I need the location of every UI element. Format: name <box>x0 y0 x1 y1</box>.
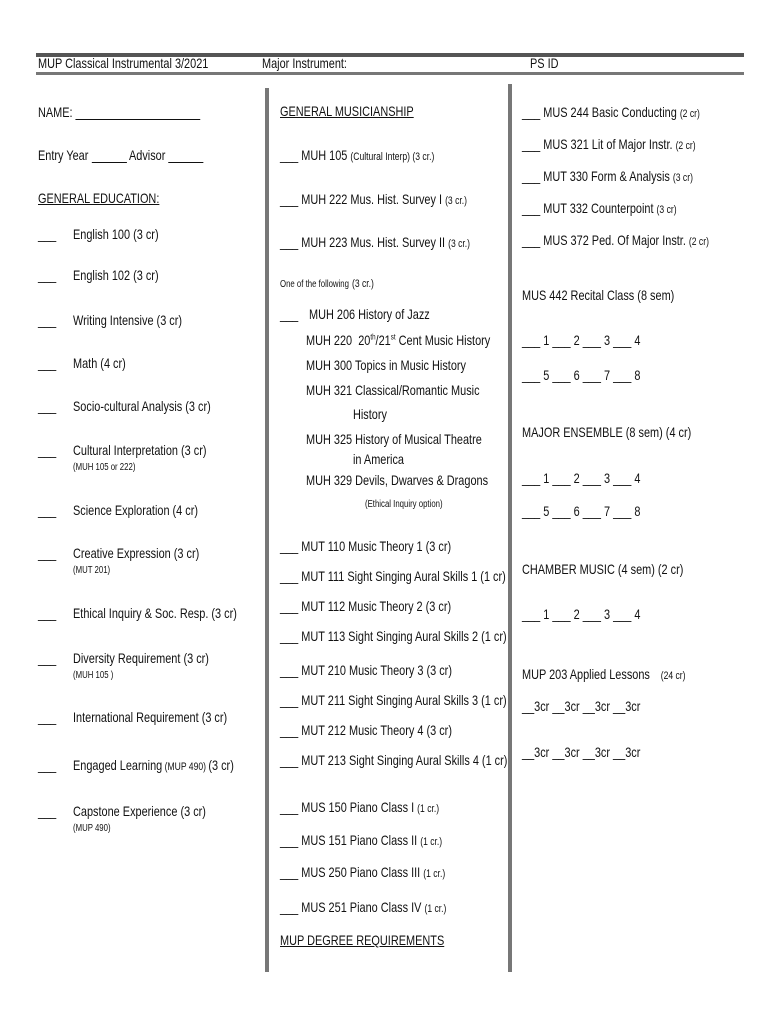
major-course-label: ___ MUT 330 Form & Analysis <box>522 168 673 184</box>
gen-ed-label-text: Writing Intensive (3 cr) <box>73 312 183 328</box>
applied-row-2[interactable]: __3cr __3cr __3cr __3cr <box>522 744 641 760</box>
ps-id-label: PS ID <box>530 55 559 71</box>
piano-course-label: ___ MUS 250 Piano Class III <box>280 864 424 880</box>
gen-ed-checkbox[interactable]: ___ <box>38 757 57 773</box>
gen-ed-label <box>73 442 207 458</box>
mut-course-row[interactable]: ___ MUT 113 Sight Singing Aural Skills 2 (1 cr) <box>280 628 507 644</box>
piano-course-credits: (1 cr.) <box>417 803 440 815</box>
name-label: NAME: <box>38 104 73 120</box>
entry-year-blank[interactable] <box>91 150 126 163</box>
piano-course-label: ___ MUS 150 Piano Class I <box>280 799 418 815</box>
major-course-row[interactable] <box>522 200 677 218</box>
gen-ed-checkbox[interactable]: ___ <box>38 312 57 328</box>
major-instrument-label: Major Instrument: <box>262 55 347 71</box>
gen-ed-label <box>73 355 126 371</box>
ensemble-row-1[interactable]: ___ 1 ___ 2 ___ 3 ___ 4 <box>522 470 641 486</box>
major-course-label: ___ MUS 244 Basic Conducting <box>522 104 680 120</box>
recital-row-1[interactable]: ___ 1 ___ 2 ___ 3 ___ 4 <box>522 332 641 348</box>
gen-ed-label <box>73 312 182 328</box>
name-field[interactable] <box>38 104 200 120</box>
applied-credits: (24 cr) <box>660 670 686 682</box>
muh-option: MUH 300 Topics in Music History <box>306 357 467 373</box>
major-course-label: ___ MUT 332 Counterpoint <box>522 200 657 216</box>
major-course-credits: (3 cr) <box>656 204 677 216</box>
gen-ed-label <box>73 650 209 666</box>
muh-option: MUH 206 History of Jazz <box>309 306 430 322</box>
gen-ed-label <box>73 757 234 775</box>
piano-course-credits: (1 cr.) <box>423 868 446 880</box>
mut-course-row[interactable]: ___ MUT 112 Music Theory 2 (3 cr) <box>280 598 452 614</box>
applied-heading <box>522 666 686 684</box>
major-course-row[interactable] <box>522 104 700 122</box>
major-course-label: ___ MUS 372 Ped. Of Major Instr. <box>522 232 689 248</box>
piano-course-credits: (1 cr.) <box>424 903 447 915</box>
muh-option: MUH 220 20th/21st Cent Music History <box>306 332 491 348</box>
major-course-credits: (3 cr) <box>672 172 693 184</box>
one-of-following <box>280 274 374 293</box>
mut-course-row[interactable]: ___ MUT 210 Music Theory 3 (3 cr) <box>280 662 452 678</box>
muh-course-label: ___ MUH 223 Mus. Hist. Survey II <box>280 234 449 250</box>
column-divider-right <box>508 84 512 972</box>
gen-ed-checkbox[interactable]: ___ <box>38 605 57 621</box>
ensemble-row-2[interactable]: ___ 5 ___ 6 ___ 7 ___ 8 <box>522 503 641 519</box>
muh-course-row[interactable] <box>280 234 470 252</box>
piano-course-label: ___ MUS 151 Piano Class II <box>280 832 421 848</box>
muh-course-label: ___ MUH 105 <box>280 147 351 163</box>
major-course-label: ___ MUS 321 Lit of Major Instr. <box>522 136 676 152</box>
gen-ed-heading: GENERAL EDUCATION: <box>38 190 160 206</box>
muh-option: (Ethical Inquiry option) <box>365 499 443 510</box>
gen-ed-label <box>73 502 198 518</box>
gen-ed-checkbox[interactable]: ___ <box>38 355 57 371</box>
gen-ed-label <box>73 803 206 819</box>
applied-row-1[interactable]: __3cr __3cr __3cr __3cr <box>522 698 641 714</box>
muh-option: MUH 325 History of Musical Theatre <box>306 431 482 447</box>
gen-ed-checkbox[interactable]: ___ <box>38 650 57 666</box>
piano-course-credits: (1 cr.) <box>420 836 443 848</box>
muh-course-row[interactable] <box>280 147 434 165</box>
piano-course-row[interactable] <box>280 899 446 917</box>
degree-req-heading: MUP DEGREE REQUIREMENTS <box>280 932 445 948</box>
muh-option: MUH 329 Devils, Dwarves & Dragons <box>306 472 489 488</box>
gen-ed-checkbox[interactable]: ___ <box>38 709 57 725</box>
recital-heading: MUS 442 Recital Class (8 sem) <box>522 287 675 303</box>
column-divider-left <box>265 88 269 972</box>
major-course-credits: (2 cr) <box>675 140 696 152</box>
gen-ed-checkbox[interactable]: ___ <box>38 545 57 561</box>
option-blank[interactable]: ___ <box>280 306 299 322</box>
muh-course-credits: (3 cr.) <box>445 195 468 207</box>
chamber-heading: CHAMBER MUSIC (4 sem) (2 cr) <box>522 561 684 577</box>
gen-ed-label-text: English 102 (3 cr) <box>73 267 159 283</box>
gen-ed-label <box>73 545 199 561</box>
gen-ed-label <box>73 398 211 414</box>
one-of-label: One of the following <box>280 279 349 290</box>
gen-ed-note: (MUH 105 ) <box>73 670 114 681</box>
gen-ed-checkbox[interactable]: ___ <box>38 226 57 242</box>
gen-ed-note: (MUH 105 or 222) <box>73 462 136 473</box>
applied-label: MUP 203 Applied Lessons <box>522 666 650 682</box>
gen-ed-label-text: Creative Expression (3 cr) <box>73 545 200 561</box>
major-course-row[interactable] <box>522 168 693 186</box>
ensemble-heading: MAJOR ENSEMBLE (8 sem) (4 cr) <box>522 424 692 440</box>
muh-option: History <box>353 406 387 422</box>
major-course-credits: (2 cr) <box>679 108 700 120</box>
program-title: MUP Classical Instrumental 3/2021 <box>38 55 209 71</box>
gen-ed-checkbox[interactable]: ___ <box>38 803 57 819</box>
entry-year-field[interactable] <box>38 147 204 163</box>
advisor-blank[interactable] <box>168 150 203 163</box>
gen-ed-checkbox[interactable]: ___ <box>38 442 57 458</box>
chamber-row[interactable]: ___ 1 ___ 2 ___ 3 ___ 4 <box>522 606 641 622</box>
muh-course-credits: (3 cr.) <box>448 238 471 250</box>
gen-ed-note: (MUP 490) <box>73 823 111 834</box>
gen-ed-checkbox[interactable]: ___ <box>38 398 57 414</box>
gen-ed-label-text: Science Exploration (4 cr) <box>73 502 199 518</box>
gen-ed-label <box>73 267 159 283</box>
gen-musicianship-heading: GENERAL MUSICIANSHIP <box>280 103 414 119</box>
major-course-row[interactable] <box>522 232 709 250</box>
muh-option: in America <box>353 451 404 467</box>
gen-ed-label-text: Math (4 cr) <box>73 355 126 371</box>
recital-row-2[interactable]: ___ 5 ___ 6 ___ 7 ___ 8 <box>522 367 641 383</box>
gen-ed-label-text: Ethical Inquiry & Soc. Resp. (3 cr) <box>73 605 237 621</box>
muh-course-label: ___ MUH 222 Mus. Hist. Survey I <box>280 191 446 207</box>
piano-course-label: ___ MUS 251 Piano Class IV <box>280 899 425 915</box>
gen-ed-checkbox[interactable]: ___ <box>38 267 57 283</box>
header-rule-bottom <box>36 72 744 75</box>
piano-course-row[interactable] <box>280 799 439 817</box>
gen-ed-label-text: International Requirement (3 cr) <box>73 709 228 725</box>
mut-course-row[interactable]: ___ MUT 211 Sight Singing Aural Skills 3 (1 cr) <box>280 692 507 708</box>
gen-ed-credits: (3 cr) <box>208 757 234 773</box>
major-course-credits: (2 cr) <box>688 236 709 248</box>
mut-course-row[interactable]: ___ MUT 110 Music Theory 1 (3 cr) <box>280 538 452 554</box>
muh-course-credits: (Cultural Interp) (3 cr.) <box>350 151 435 163</box>
major-course-row[interactable] <box>522 136 696 154</box>
gen-ed-checkbox[interactable]: ___ <box>38 502 57 518</box>
muh-course-row[interactable] <box>280 191 467 209</box>
gen-ed-label-text: Cultural Interpretation (3 cr) <box>73 442 207 458</box>
gen-ed-label-text: Diversity Requirement (3 cr) <box>73 650 209 666</box>
gen-ed-inline-note: (MUP 490) <box>162 761 209 773</box>
piano-course-row[interactable] <box>280 832 442 850</box>
entry-year-label: Entry Year <box>38 147 89 163</box>
gen-ed-label <box>73 605 237 621</box>
mut-course-row[interactable]: ___ MUT 212 Music Theory 4 (3 cr) <box>280 722 452 738</box>
gen-ed-label-text: Socio-cultural Analysis (3 cr) <box>73 398 211 414</box>
gen-ed-label <box>73 709 227 725</box>
advisor-label: Advisor <box>128 147 166 163</box>
name-blank[interactable] <box>76 107 201 120</box>
one-of-credits: (3 cr.) <box>351 278 374 290</box>
gen-ed-label-text: English 100 (3 cr) <box>73 226 159 242</box>
piano-course-row[interactable] <box>280 864 445 882</box>
mut-course-row[interactable]: ___ MUT 213 Sight Singing Aural Skills 4 (1 cr) <box>280 752 508 768</box>
gen-ed-label-text: Capstone Experience (3 cr) <box>73 803 206 819</box>
gen-ed-note: (MUT 201) <box>73 565 111 576</box>
muh-option: MUH 321 Classical/Romantic Music <box>306 382 480 398</box>
gen-ed-label <box>73 226 159 242</box>
gen-ed-label-text: Engaged Learning <box>73 757 163 773</box>
mut-course-row[interactable]: ___ MUT 111 Sight Singing Aural Skills 1 (1 cr) <box>280 568 506 584</box>
